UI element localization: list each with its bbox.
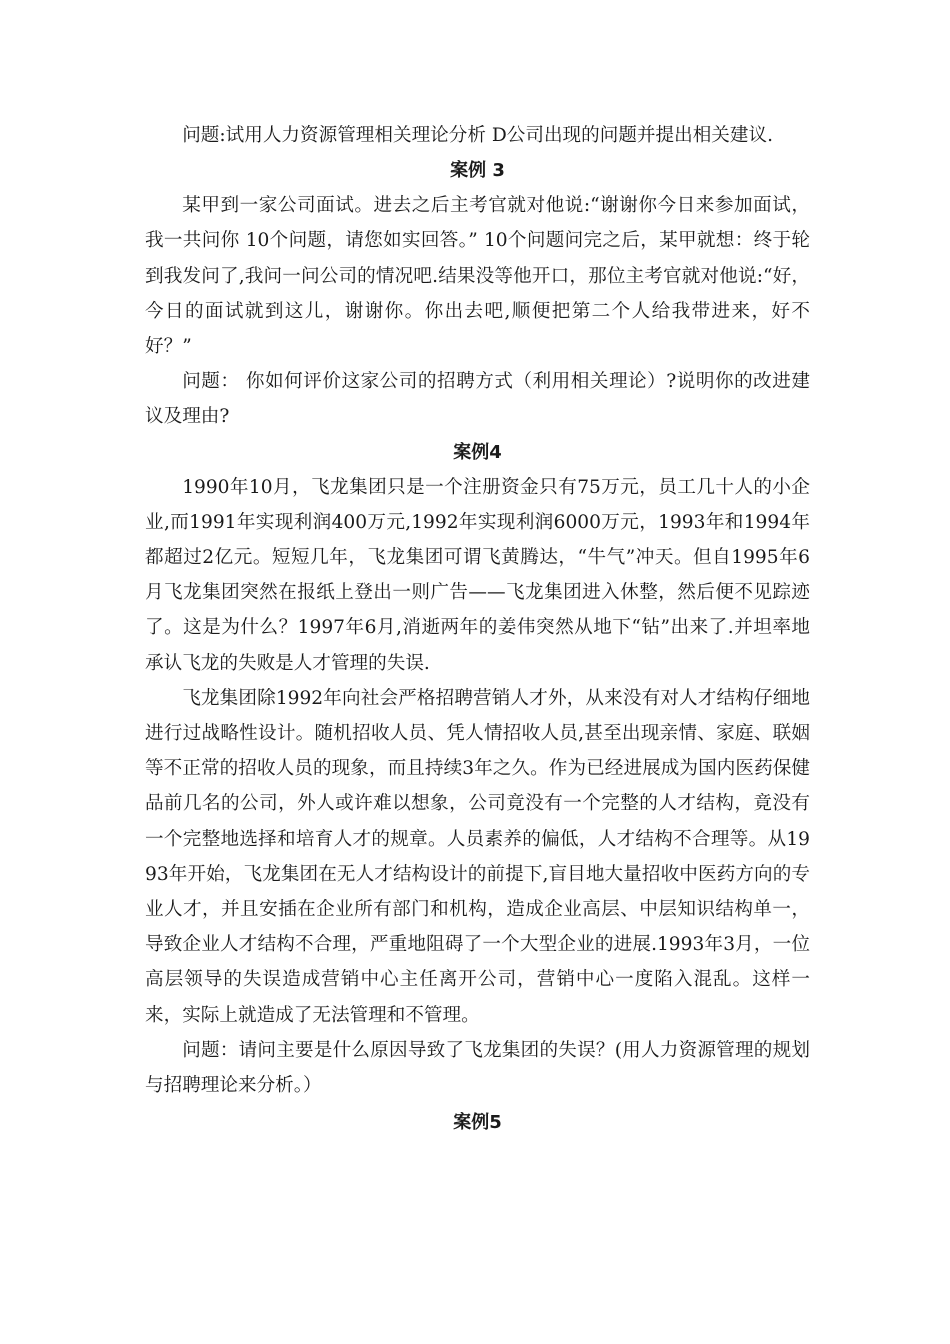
question-d-company: 问题:试用人力资源管理相关理论分析 D公司出现的问题并提出相关建议. — [182, 125, 773, 146]
case-4-body-1: 1990年10月，飞龙集团只是一个注册资金只有75万元，员工几十人的小企业,而1991年实现利润400万元,1992年实现利润6000万元，1993年和1994年都超过2亿元。短短几年，飞龙集团可谓飞黄腾达，“牛气”冲天。但自1995年6月飞龙集团突然在报纸上登出一则广告——飞龙集团进入休整，然后便不见踪迹了。这是为什么？1997年6月,消逝两年的姜伟突然从地下“钻”出来了.并坦率地承认飞龙的失败是人才管理的失误. — [145, 476, 810, 674]
case-4-question: 问题：请问主要是什么原因导致了飞龙集团的失误？(用人力资源管理的规划与招聘理论来分析。） — [145, 1039, 810, 1097]
case-5-heading: 案例5 — [453, 1112, 502, 1134]
case-4-heading: 案例4 — [453, 441, 502, 463]
case-4-body-2: 飞龙集团除1992年向社会严格招聘营销人才外，从来没有对人才结构仔细地进行过战略性设计。随机招收人员、凭人情招收人员,甚至出现亲情、家庭、联姻等不正常的招收人员的现象，而且持续3年之久。作为已经进展成为国内医药保健品前几名的公司，外人或许难以想象，公司竟没有一个完整的人才结构，竟没有一个完整地选择和培育人才的规章。人员素养的偏低，人才结构不合理等。从1993年开始，飞龙集团在无人才结构设计的前提下,盲目地大量招收中医药方向的专业人才，并且安插在企业所有部门和机构，造成企业高层、中层知识结构单一，导致企业人才结构不合理，严重地阻碍了一个大型企业的进展.1993年3月，一位高层领导的失误造成营销中心主任离开公司，营销中心一度陷入混乱。这样一来，实际上就造成了无法管理和不管理。 — [145, 687, 810, 1026]
case-3-question: 问题： 你如何评价这家公司的招聘方式（利用相关理论）?说明你的改进建议及理由? — [145, 371, 810, 428]
case-3-heading: 案例 3 — [450, 160, 505, 182]
document-page — [145, 118, 810, 1140]
case-3-body: 某甲到一家公司面试。进去之后主考官就对他说:“谢谢你今日来参加面试，我一共问你 10个问题，请您如实回答。” 10个问题问完之后，某甲就想：终于轮到我发问了,我问一问公司的情况吧.结果没等他开口，那位主考官就对他说:“好，今日的面试就到这儿，谢谢你。你出去吧,顺便把第二个人给我带进来，好不好？” — [145, 195, 810, 358]
